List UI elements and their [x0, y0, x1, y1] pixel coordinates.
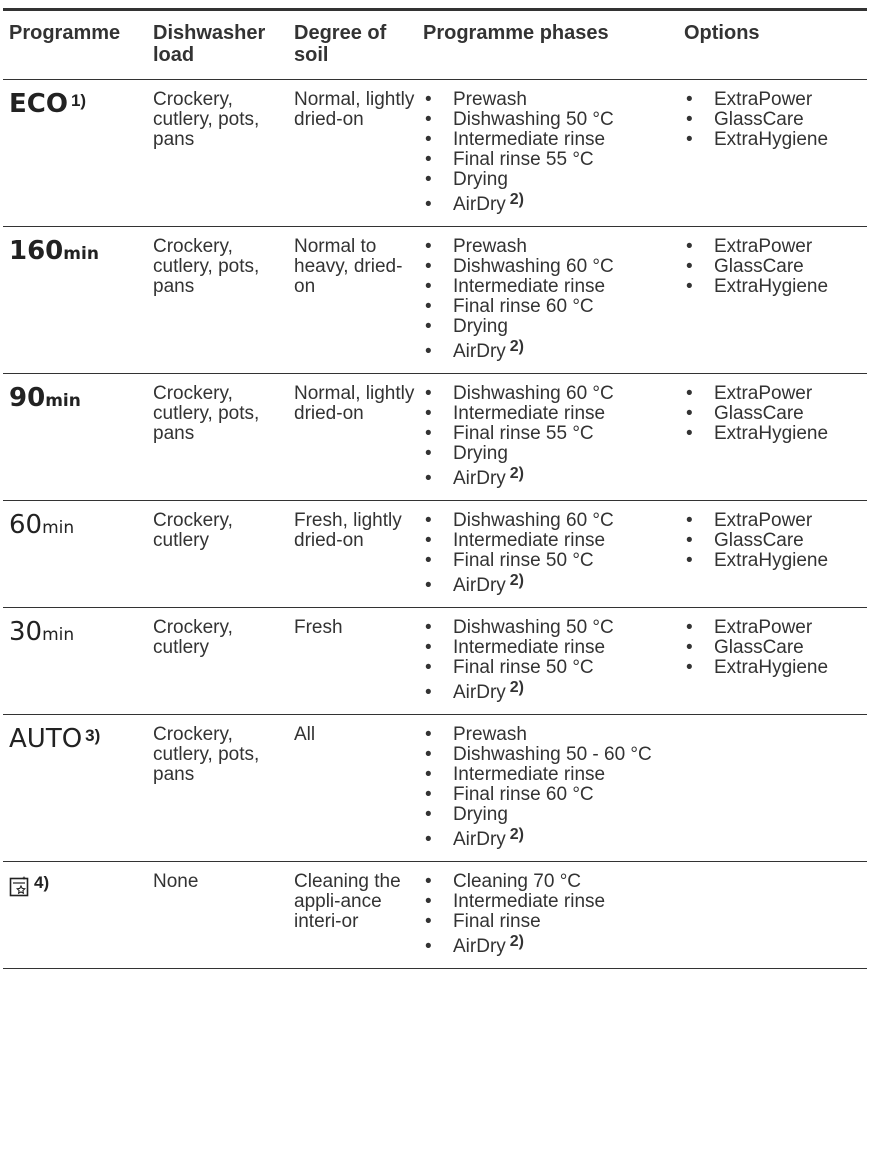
programme-name: 30 — [9, 617, 43, 647]
phase-item: • Final rinse 50 °C — [423, 658, 678, 678]
phase-item: • Intermediate rinse — [423, 130, 678, 150]
soil-cell: All — [294, 724, 316, 745]
options-cell — [678, 80, 867, 227]
option-item: • ExtraHygiene — [684, 658, 867, 678]
phase-item: • Final rinse — [423, 912, 678, 932]
phase-item: • Intermediate rinse — [423, 638, 678, 658]
phase-item: • Prewash — [423, 90, 678, 110]
programme-name: 90 — [9, 383, 46, 413]
soil-cell: Fresh — [294, 617, 343, 638]
table-row — [3, 501, 867, 608]
header-soil: Degree of soil — [294, 22, 387, 66]
programme-unit: min — [42, 625, 75, 645]
programme-footnote: 4) — [34, 873, 50, 892]
table-row — [3, 80, 867, 227]
phase-item: • Intermediate rinse — [423, 277, 678, 297]
phases-list — [423, 237, 678, 363]
programme-footnote: 1) — [70, 91, 87, 110]
programme-cell — [3, 862, 147, 969]
phase-item: • Intermediate rinse — [423, 892, 678, 912]
header-load: Dishwasher load — [153, 22, 266, 66]
programme-table — [3, 8, 867, 969]
programme-unit: min — [63, 244, 99, 264]
header-programme: Programme — [9, 22, 121, 44]
phases-list — [423, 872, 678, 958]
phase-item: • Intermediate rinse — [423, 404, 678, 424]
options-list — [684, 90, 867, 150]
machine-care-icon — [9, 871, 31, 901]
phase-item: • Final rinse 55 °C — [423, 150, 678, 170]
soil-cell: Cleaning the appli-ance interi-or — [294, 871, 401, 932]
phase-item: • Prewash — [423, 725, 678, 745]
programme-rows — [3, 80, 867, 969]
phase-footnote: 2) — [509, 572, 525, 589]
phases-cell — [417, 374, 678, 501]
phase-item: • Final rinse 60 °C — [423, 785, 678, 805]
option-item: • ExtraPower — [684, 618, 867, 638]
option-item: • GlassCare — [684, 531, 867, 551]
load-cell: Crockery, cutlery — [153, 510, 233, 551]
phase-item: • Intermediate rinse — [423, 531, 678, 551]
programme-symbol — [9, 617, 74, 647]
phase-item: • Dishwashing 60 °C — [423, 511, 678, 531]
programme-footnote: 3) — [85, 726, 101, 745]
option-item: • GlassCare — [684, 257, 867, 277]
options-cell — [678, 862, 867, 969]
phases-cell — [417, 227, 678, 374]
phase-footnote: 2) — [509, 191, 525, 208]
options-list — [684, 237, 867, 297]
phase-item: • Dishwashing 50 °C — [423, 618, 678, 638]
phase-item: • Drying — [423, 805, 678, 825]
programme-unit: min — [45, 391, 81, 411]
programme-name: ECO — [9, 89, 68, 119]
programme-name: AUTO — [9, 724, 83, 754]
phases-cell — [417, 715, 678, 862]
soil-cell: Normal, lightly dried-on — [294, 383, 415, 424]
options-cell — [678, 715, 867, 862]
programme-cell — [3, 374, 147, 501]
phase-label: AirDry — [453, 468, 506, 489]
option-item: • ExtraHygiene — [684, 277, 867, 297]
phase-footnote: 2) — [509, 338, 525, 355]
load-cell: None — [153, 871, 199, 892]
options-cell — [678, 374, 867, 501]
options-list — [684, 511, 867, 571]
option-item: • ExtraPower — [684, 237, 867, 257]
phases-cell — [417, 80, 678, 227]
phase-item: • Intermediate rinse — [423, 765, 678, 785]
programme-cell — [3, 227, 147, 374]
phases-cell — [417, 862, 678, 969]
option-item: • GlassCare — [684, 404, 867, 424]
phase-item-airdry — [423, 933, 678, 958]
phase-item-airdry — [423, 338, 678, 363]
phase-label: AirDry — [453, 194, 506, 215]
phase-item-airdry — [423, 572, 678, 597]
load-cell: Crockery, cutlery, pots, pans — [153, 89, 260, 150]
table-row — [3, 608, 867, 715]
programme-symbol — [9, 871, 49, 901]
programme-symbol — [9, 510, 74, 540]
programme-unit: min — [42, 518, 75, 538]
soil-cell: Fresh, lightly dried-on — [294, 510, 402, 551]
header-phases: Programme phases — [423, 22, 609, 44]
phases-cell — [417, 501, 678, 608]
phase-item: • Dishwashing 60 °C — [423, 257, 678, 277]
phases-list — [423, 511, 678, 597]
option-item: • ExtraHygiene — [684, 424, 867, 444]
header-options: Options — [684, 22, 760, 44]
phase-item: • Final rinse 55 °C — [423, 424, 678, 444]
phases-list — [423, 725, 678, 851]
phase-item: • Drying — [423, 444, 678, 464]
phase-item: • Final rinse 50 °C — [423, 551, 678, 571]
programme-name: 160 — [9, 236, 64, 266]
programme-symbol — [9, 383, 81, 413]
phase-label: AirDry — [453, 829, 506, 850]
programme-symbol — [9, 89, 86, 119]
phase-item-airdry — [423, 191, 678, 216]
programme-symbol — [9, 236, 99, 266]
load-cell: Crockery, cutlery, pots, pans — [153, 383, 260, 444]
load-cell: Crockery, cutlery, pots, pans — [153, 236, 260, 297]
option-item: • ExtraHygiene — [684, 130, 867, 150]
phases-list — [423, 618, 678, 704]
phase-item: • Cleaning 70 °C — [423, 872, 678, 892]
phase-footnote: 2) — [509, 465, 525, 482]
load-cell: Crockery, cutlery — [153, 617, 233, 658]
option-item: • GlassCare — [684, 638, 867, 658]
phase-item: • Final rinse 60 °C — [423, 297, 678, 317]
phase-item-airdry — [423, 826, 678, 851]
programme-symbol — [9, 724, 100, 754]
phase-label: AirDry — [453, 341, 506, 362]
phase-item-airdry — [423, 679, 678, 704]
option-item: • GlassCare — [684, 110, 867, 130]
programme-cell — [3, 501, 147, 608]
phase-footnote: 2) — [509, 679, 525, 696]
option-item: • ExtraPower — [684, 384, 867, 404]
table-row — [3, 227, 867, 374]
phases-list — [423, 384, 678, 490]
programme-cell — [3, 608, 147, 715]
phase-item: • Dishwashing 50 - 60 °C — [423, 745, 678, 765]
header-row — [3, 10, 867, 80]
options-list — [684, 618, 867, 678]
phase-item: • Drying — [423, 317, 678, 337]
phases-list — [423, 90, 678, 216]
phase-footnote: 2) — [509, 826, 525, 843]
phase-item: • Dishwashing 50 °C — [423, 110, 678, 130]
options-cell — [678, 227, 867, 374]
phase-item: • Dishwashing 60 °C — [423, 384, 678, 404]
option-item: • ExtraHygiene — [684, 551, 867, 571]
options-cell — [678, 608, 867, 715]
programme-cell — [3, 80, 147, 227]
table-row — [3, 374, 867, 501]
phase-item: • Drying — [423, 170, 678, 190]
phases-cell — [417, 608, 678, 715]
table-row — [3, 862, 867, 969]
option-item: • ExtraPower — [684, 90, 867, 110]
phase-footnote: 2) — [509, 933, 525, 950]
load-cell: Crockery, cutlery, pots, pans — [153, 724, 260, 785]
phase-item: • Prewash — [423, 237, 678, 257]
phase-label: AirDry — [453, 575, 506, 596]
phase-item-airdry — [423, 465, 678, 490]
programme-cell — [3, 715, 147, 862]
options-list — [684, 384, 867, 444]
soil-cell: Normal to heavy, dried-on — [294, 236, 403, 297]
soil-cell: Normal, lightly dried-on — [294, 89, 415, 130]
programme-name: 60 — [9, 510, 43, 540]
options-cell — [678, 501, 867, 608]
phase-label: AirDry — [453, 682, 506, 703]
table-row — [3, 715, 867, 862]
phase-label: AirDry — [453, 936, 506, 957]
option-item: • ExtraPower — [684, 511, 867, 531]
